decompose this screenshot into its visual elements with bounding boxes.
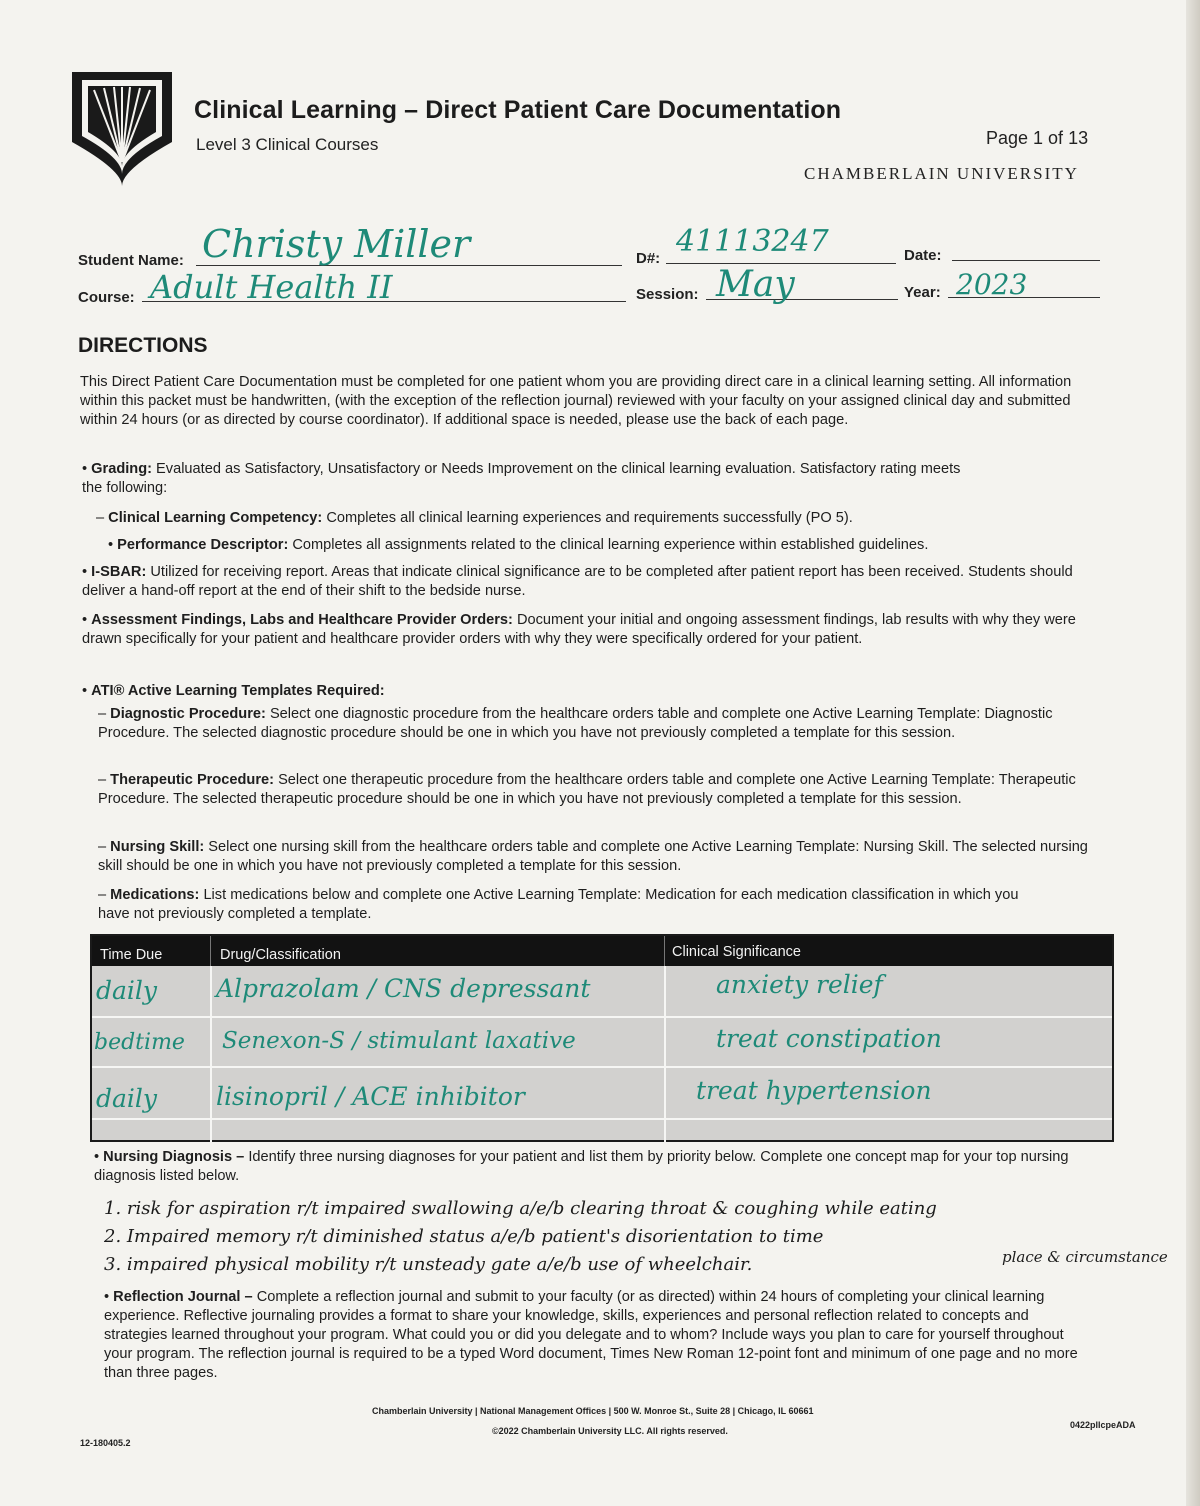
footer-doc-code: 0422pllcpeADA (1070, 1420, 1136, 1430)
therapeutic-label: Therapeutic Procedure: (110, 772, 274, 788)
diagnosis-2[interactable]: 2. Impaired memory r/t diminished status a/e/b patient's disorientation to time (104, 1226, 824, 1247)
grading-label: Grading: (91, 461, 152, 477)
university-shield-logo (70, 70, 174, 188)
descriptor-label: Performance Descriptor: (117, 537, 289, 553)
therapeutic-text: Select one therapeutic procedure from the healthcare orders table and complete one Active Learning Template: Therapeutic Procedure. The selected therapeutic procedure should be one in which you have not previously completed a template for this session. (98, 772, 1076, 807)
directions-heading: DIRECTIONS (78, 334, 208, 357)
nursing-diagnosis-label: Nursing Diagnosis – (103, 1149, 245, 1165)
row1-significance[interactable]: anxiety relief (716, 970, 883, 999)
document-title: Clinical Learning – Direct Patient Care Documentation (194, 96, 842, 124)
medication-table (90, 934, 1114, 1142)
row-divider (92, 1016, 1112, 1018)
medications-text: List medications below and complete one Active Learning Template: Medication for each medication classification in which you have not previously completed a template. (98, 887, 1019, 922)
student-name-label: Student Name: (78, 252, 184, 269)
diagnostic-text: Select one diagnostic procedure from the healthcare orders table and complete one Active Learning Template: Diagnostic Procedure. The selected diagnostic procedure should be one in which you have not previously completed a template for this session. (98, 706, 1053, 741)
page-number: Page 1 of 13 (986, 128, 1089, 148)
ati-label: ATI® Active Learning Templates Required: (91, 683, 385, 699)
year-value[interactable]: 2023 (956, 268, 1028, 301)
paper-edge-shadow (1186, 0, 1200, 1506)
ati-item: • ATI® Active Learning Templates Required: (82, 683, 385, 699)
medications-label: Medications: (110, 887, 200, 903)
column-divider (664, 966, 666, 1142)
nursing-diagnosis-item: • Nursing Diagnosis – Identify three nursing diagnoses for your patient and list them by priority below. Complete one concept map for your top nursing diagnosis listed below. (94, 1149, 1069, 1184)
assessment-text: Document your initial and ongoing assessment findings, lab results with why they were drawn specifically for your patient and healthcare provider orders with why they were specifically ordered for your patient. (82, 612, 1076, 647)
row-divider (92, 1066, 1112, 1068)
descriptor-text: Completes all assignments related to the clinical learning experience within established guidelines. (292, 537, 929, 553)
competency-label: Clinical Learning Competency: (108, 510, 323, 526)
header-divider (210, 936, 211, 966)
row-divider (92, 1118, 1112, 1120)
nursing-skill-label: Nursing Skill: (110, 839, 205, 855)
d-number-label: D#: (636, 250, 661, 267)
competency-text: Completes all clinical learning experiences and requirements successfully (PO 5). (326, 510, 853, 526)
diagnosis-3[interactable]: 3. impaired physical mobility r/t unsteady gate a/e/b use of wheelchair. (104, 1254, 753, 1275)
row3-drug[interactable]: lisinopril / ACE inhibitor (216, 1082, 525, 1111)
row2-time[interactable]: bedtime (94, 1030, 185, 1055)
diagnosis-1[interactable]: 1. risk for aspiration r/t impaired swallowing a/e/b clearing throat & coughing while eating (104, 1198, 937, 1219)
assessment-item: • Assessment Findings, Labs and Healthcare Provider Orders: Document your initial and ongoing assessment findings, lab results with why they were drawn specifically for your patient and healthcare provider orders with why they were specifically ordered for your patient. (82, 612, 1076, 647)
reflection-journal-text: Complete a reflection journal and submit to your faculty (or as directed) within 24 hours of completing your clinical learning experience. Reflective journaling provides a format to share your knowledge, skills, experiences and personal reflection related to concepts and strategies learned throughout your program. What could you or did you delegate and to whom? Include ways you plan to care for yourself throughout your program. The reflection journal is required to be a typed Word document, Times New Roman 12-point font and minimum of one page and no more than three pages. (104, 1289, 1078, 1381)
university-name: CHAMBERLAIN UNIVERSITY (804, 164, 1079, 183)
footer-copyright: ©2022 Chamberlain University LLC. All rights reserved. (492, 1426, 728, 1436)
isbar-label: I-SBAR: (91, 564, 147, 580)
assessment-label: Assessment Findings, Labs and Healthcare Provider Orders: (91, 612, 513, 628)
nursing-skill-item: – Nursing Skill: Select one nursing skill from the healthcare orders table and complete one Active Learning Template: Nursing Skill. The selected nursing skill should be one in which you have not previously completed a template for this session. (98, 839, 1088, 874)
header-drug-classification: Drug/Classification (220, 947, 341, 963)
session-label: Session: (636, 286, 699, 303)
diagnostic-label: Diagnostic Procedure: (110, 706, 266, 722)
isbar-text: Utilized for receiving report. Areas that indicate clinical significance are to be completed after patient report has been received. Students should deliver a hand-off report at the end of their shift to the bedside nurse. (82, 564, 1073, 599)
diagnosis-2-continuation[interactable]: place & circumstance (1002, 1248, 1168, 1266)
student-name-value[interactable]: Christy Miller (202, 222, 471, 266)
reflection-journal-item: • Reflection Journal – Complete a reflection journal and submit to your faculty (or as directed) within 24 hours of completing your clinical learning experience. Reflective journaling provides a format to share your knowledge, skills, experiences and personal reflection related to concepts and strategies learned throughout your program. What could you or did you delegate and to whom? Include ways you plan to care for yourself throughout your program. The reflection journal is required to be a typed Word document, Times New Roman 12-point font and minimum of one page and no more than three pages. (104, 1289, 1078, 1381)
competency-item: – Clinical Learning Competency: Completes all clinical learning experiences and requirements successfully (PO 5). (96, 510, 853, 526)
reflection-journal-label: Reflection Journal – (113, 1289, 253, 1305)
d-number-value[interactable]: 41113247 (676, 224, 829, 259)
row3-significance[interactable]: treat hypertension (696, 1076, 932, 1105)
grading-text: Evaluated as Satisfactory, Unsatisfactory or Needs Improvement on the clinical learning evaluation. Satisfactory rating meets the following: (82, 461, 961, 496)
nursing-skill-text: Select one nursing skill from the healthcare orders table and complete one Active Learning Template: Nursing Skill. The selected nursing skill should be one in which you have not previously completed a template for this session. (98, 839, 1088, 874)
session-value[interactable]: May (716, 264, 795, 305)
document-subtitle: Level 3 Clinical Courses (196, 135, 379, 154)
directions-intro: This Direct Patient Care Documentation must be completed for one patient whom you are providing direct care in a clinical learning setting. All information within this packet must be handwritten, (with the exception of the reflection journal) reviewed with your faculty on your assigned clinical day and submitted within 24 hours (or as directed by course coordinator). If additional space is needed, please use the back of each page. (80, 374, 1072, 428)
course-label: Course: (78, 289, 135, 306)
footer-form-code: 12-180405.2 (80, 1438, 131, 1448)
row1-drug[interactable]: Alprazolam / CNS depressant (216, 974, 591, 1003)
header-clinical-significance: Clinical Significance (672, 944, 801, 960)
therapeutic-item: – Therapeutic Procedure: Select one therapeutic procedure from the healthcare orders table and complete one Active Learning Template: Therapeutic Procedure. The selected therapeutic procedure should be one in which you have not previously completed a template for this session. (98, 772, 1076, 807)
diagnostic-item: – Diagnostic Procedure: Select one diagnostic procedure from the healthcare orders table and complete one Active Learning Template: Diagnostic Procedure. The selected diagnostic procedure should be one in which you have not previously completed a template for this session. (98, 706, 1053, 741)
descriptor-item: • Performance Descriptor: Completes all assignments related to the clinical learning experience within established guidelines. (108, 537, 929, 553)
column-divider (210, 966, 212, 1142)
row3-time[interactable]: daily (96, 1084, 158, 1113)
grading-item: • Grading: Evaluated as Satisfactory, Unsatisfactory or Needs Improvement on the clinical learning evaluation. Satisfactory rating meets the following: (82, 461, 961, 496)
year-label: Year: (904, 284, 941, 301)
medications-item: – Medications: List medications below and complete one Active Learning Template: Medication for each medication classification in which you have not previously completed a template. (98, 887, 1019, 922)
isbar-item: • I-SBAR: Utilized for receiving report. Areas that indicate clinical significance are to be completed after patient report has been received. Students should deliver a hand-off report at the end of their shift to the bedside nurse. (82, 564, 1073, 599)
nursing-diagnosis-text: Identify three nursing diagnoses for your patient and list them by priority below. Complete one concept map for your top nursing diagnosis listed below. (94, 1149, 1069, 1184)
date-label: Date: (904, 247, 942, 264)
date-underline[interactable] (952, 260, 1100, 261)
row1-time[interactable]: daily (96, 976, 158, 1005)
header-time-due: Time Due (100, 947, 163, 963)
footer-address: Chamberlain University | National Management Offices | 500 W. Monroe St., Suite 28 | Chicago, IL 60661 (372, 1406, 814, 1416)
course-value[interactable]: Adult Health II (150, 268, 393, 306)
row2-drug[interactable]: Senexon-S / stimulant laxative (222, 1028, 576, 1054)
row2-significance[interactable]: treat constipation (716, 1024, 942, 1053)
header-divider (664, 936, 665, 966)
